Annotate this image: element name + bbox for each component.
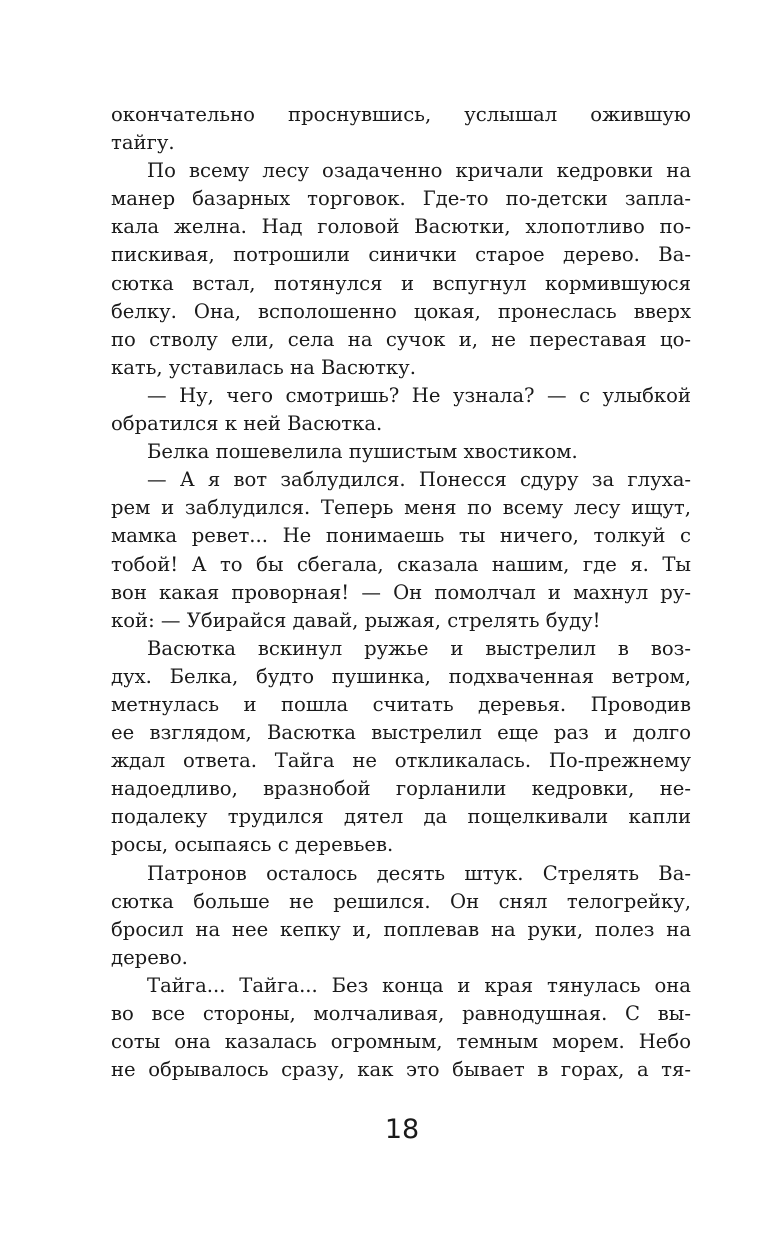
text-line: тайгу. (111, 131, 175, 155)
text-line: Тайга... Тайга... Без конца и края тянулась она (147, 973, 691, 997)
text-line: подалеку трудился дятел да пощелкивали капли (111, 805, 691, 829)
text-line: дерево. (111, 945, 188, 969)
text-line: росы, осыпаясь с деревьев. (111, 833, 394, 857)
text-line: ждал ответа. Тайга не откликалась. По-прежнему (111, 749, 691, 773)
text-line: дух. Белка, будто пушинка, подхваченная ветром, (111, 664, 691, 688)
text-line: сютка больше не решился. Он снял телогрейку, (111, 889, 691, 913)
text-line: мамка ревет... Не понимаешь ты ничего, толкуй с (111, 524, 691, 548)
text-line: пискивая, потрошили синички старое дерево. Ва- (111, 243, 691, 267)
text-line: По всему лесу озадаченно кричали кедровки на (147, 159, 691, 183)
text-line: Васютка вскинул ружье и выстрелил в воз- (147, 636, 691, 660)
text-line: ее взглядом, Васютка выстрелил еще раз и долго (111, 721, 691, 745)
text-line: — А я вот заблудился. Понесся сдуру за глуха- (147, 468, 691, 492)
text-line: во все стороны, молчаливая, равнодушная. С вы- (111, 1002, 691, 1025)
text-line: кать, уставилась на Васютку. (111, 355, 416, 379)
text-line: сютка встал, потянулся и вспугнул кормившуюся (111, 271, 691, 295)
text-line: бросил на нее кепку и, поплевав на руки, полез на (111, 917, 691, 941)
text-line: рем и заблудился. Теперь меня по всему лесу ищут, (111, 496, 691, 520)
text-line: тобой! А то бы сбегала, сказала нашим, где я. Ты (111, 552, 691, 576)
text-line: манер базарных торговок. Где-то по-детски запла- (111, 187, 691, 211)
text-line: не обрывалось сразу, как это бывает в горах, а тя- (111, 1058, 691, 1082)
text-line: окончательно проснувшись, услышал ожившую (111, 103, 691, 126)
page-number: 18 (384, 1114, 420, 1145)
text-line: надоедливо, вразнобой горланили кедровки, не- (111, 777, 691, 801)
text-line: Патронов осталось десять штук. Стрелять Ва- (147, 861, 691, 885)
text-line: вон какая проворная! — Он помолчал и махнул ру- (111, 580, 691, 604)
text-line: кала желна. Над головой Васютки, хлопотливо по- (111, 215, 691, 239)
text-line: соты она казалась огромным, темным морем. Небо (111, 1030, 691, 1054)
text-line: метнулась и пошла считать деревья. Проводив (111, 692, 691, 716)
text-line: по стволу ели, села на сучок и, не переставая цо- (111, 327, 691, 351)
book-page-text (111, 101, 691, 1084)
text-line: кой: — Убирайся давай, рыжая, стрелять буду! (111, 608, 601, 632)
text-line: обратился к ней Васютка. (111, 412, 383, 436)
text-line: белку. Она, всполошенно цокая, пронеслась вверх (111, 299, 691, 323)
text-line: Белка пошевелила пушистым хвостиком. (147, 440, 578, 464)
text-line: — Ну, чего смотришь? Не узнала? — с улыбкой (147, 383, 691, 407)
